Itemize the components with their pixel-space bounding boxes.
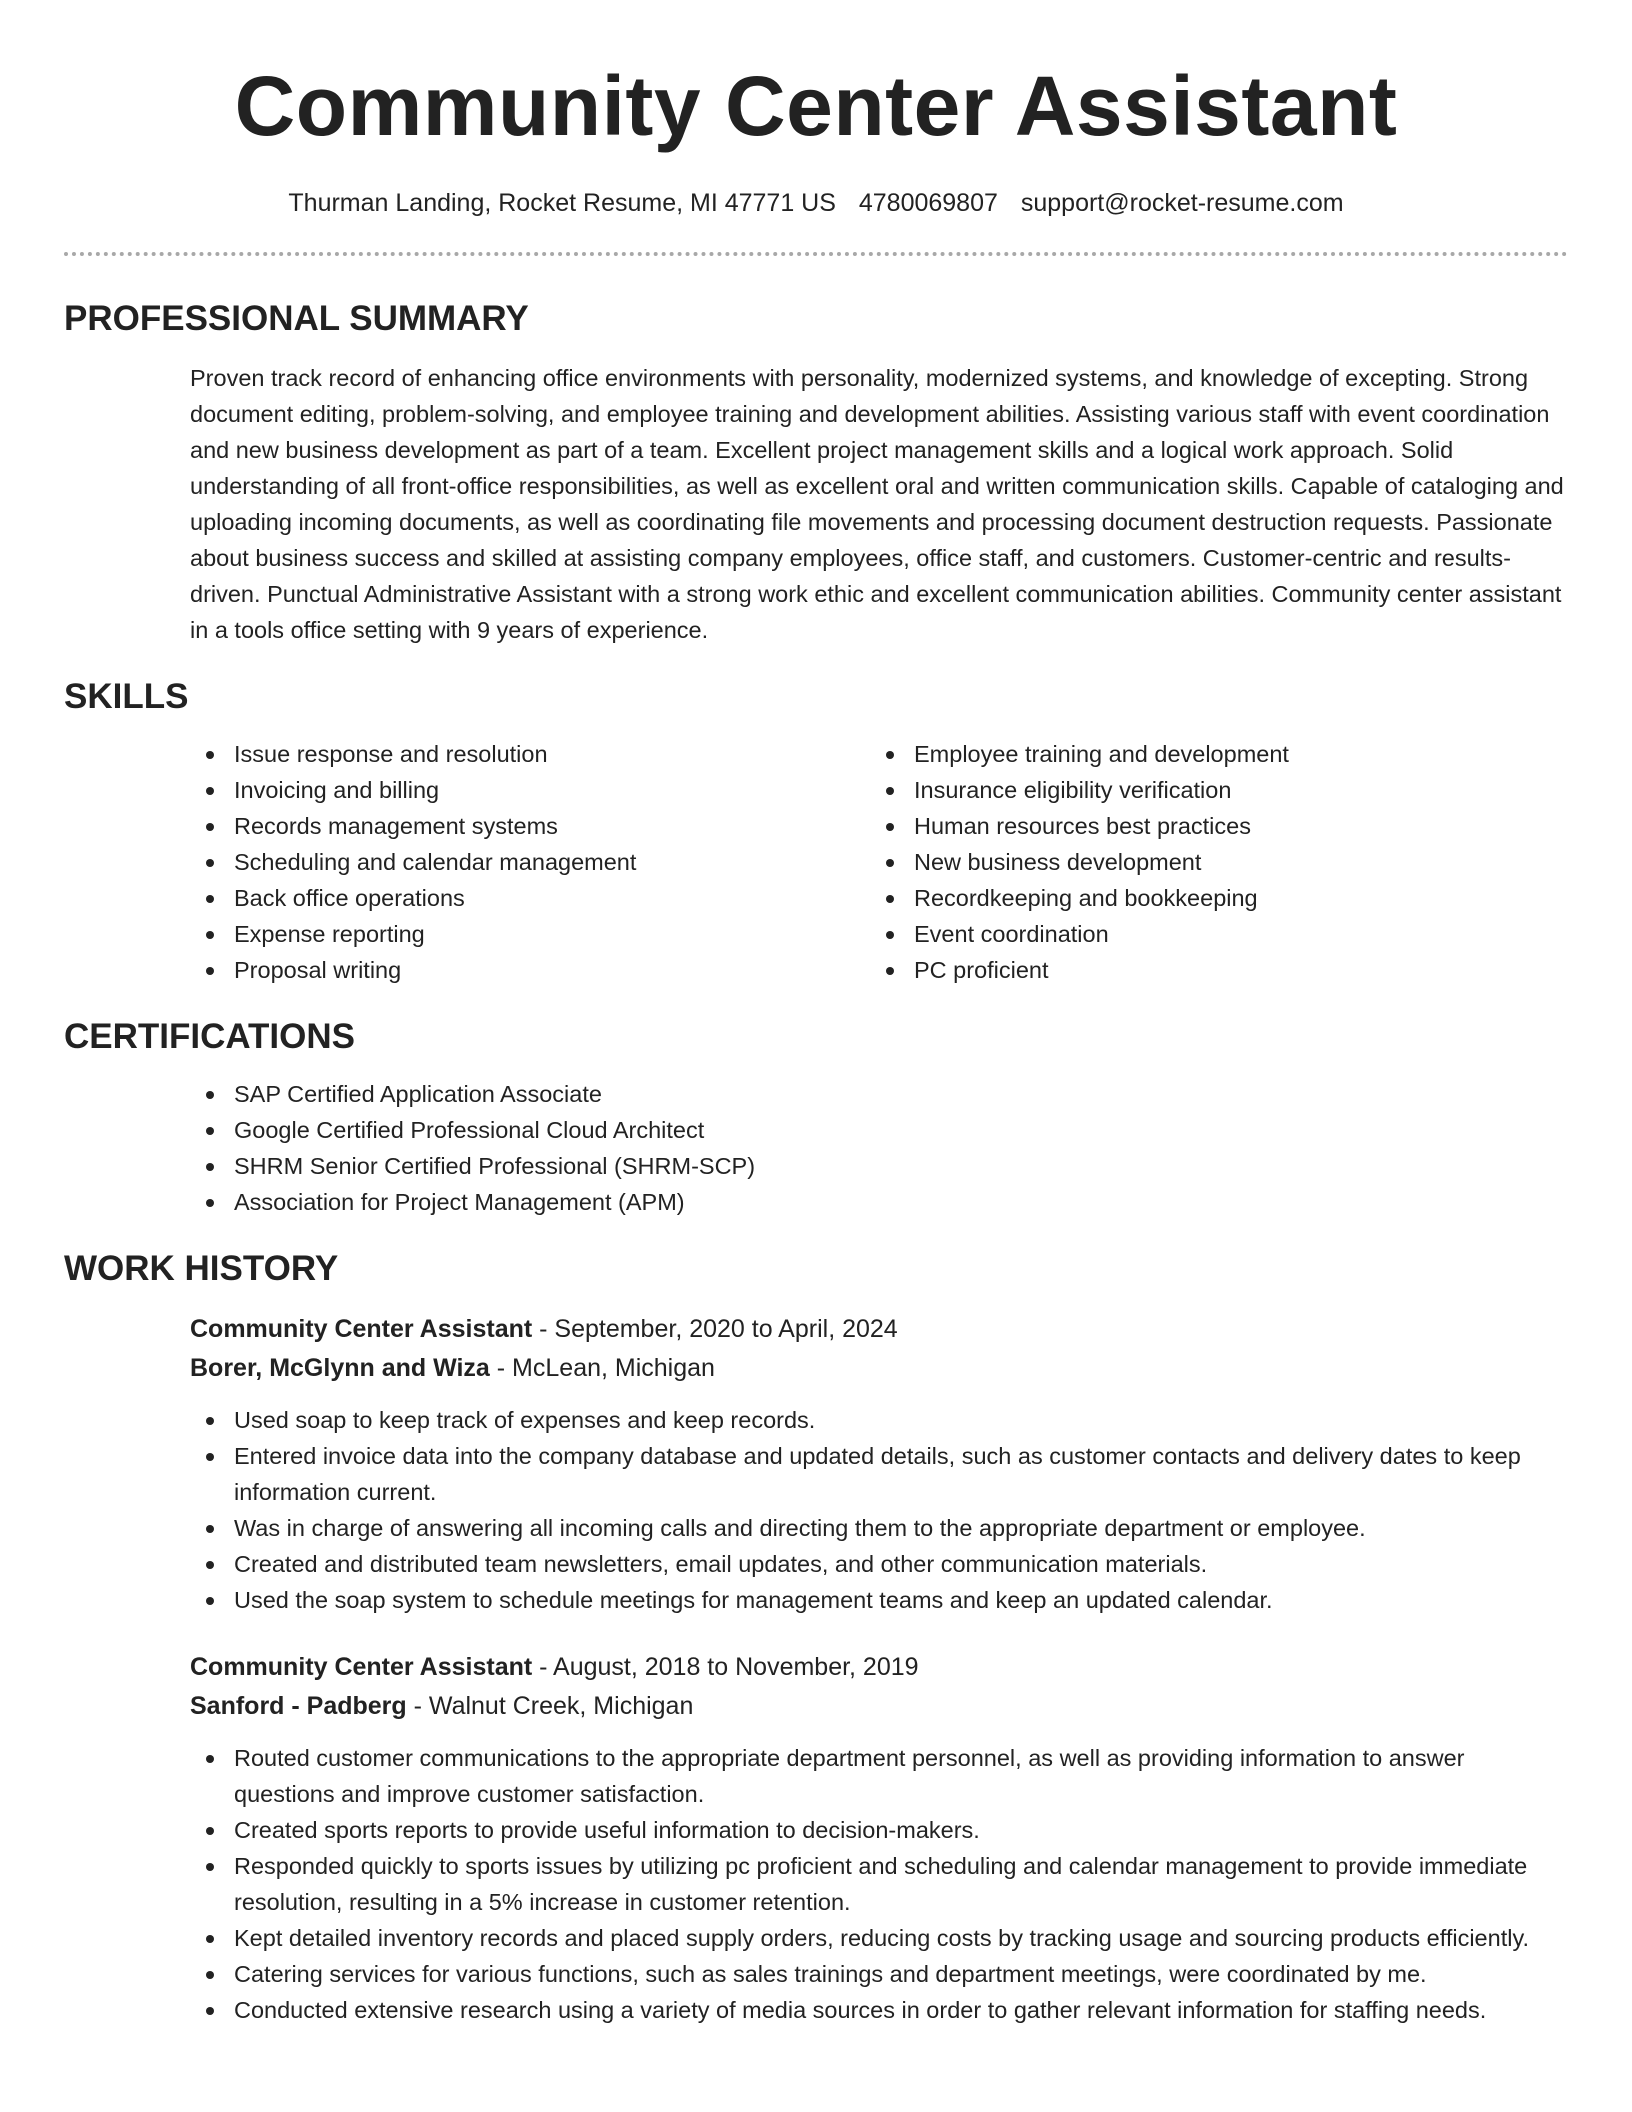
skills-section bbox=[64, 676, 1568, 988]
job-duties-list bbox=[190, 1740, 1568, 2028]
work-history-heading: WORK HISTORY bbox=[64, 1249, 339, 1288]
job-company-line bbox=[190, 1687, 1568, 1726]
skills-column-right bbox=[870, 736, 1550, 988]
job-entry bbox=[190, 1310, 1568, 1618]
certification-item: Google Certified Professional Cloud Architect bbox=[190, 1112, 1568, 1148]
resume-page bbox=[64, 0, 1568, 2028]
job-title-line bbox=[190, 1648, 1568, 1687]
job-duty: Used soap to keep track of expenses and keep records. bbox=[190, 1402, 1568, 1438]
job-duty: Responded quickly to sports issues by utilizing pc proficient and scheduling and calendar management to provide immediate resolution, resulting in a 5% increase in customer retention. bbox=[190, 1848, 1568, 1920]
certification-item: Association for Project Management (APM) bbox=[190, 1184, 1568, 1220]
skills-heading: SKILLS bbox=[64, 677, 189, 716]
job-duty: Used the soap system to schedule meetings for management teams and keep an updated calendar. bbox=[190, 1582, 1568, 1618]
skill-item: PC proficient bbox=[870, 952, 1550, 988]
job-company-line bbox=[190, 1349, 1568, 1388]
job-duty: Kept detailed inventory records and placed supply orders, reducing costs by tracking usage and sourcing products efficiently. bbox=[190, 1920, 1568, 1956]
job-duties-list bbox=[190, 1402, 1568, 1618]
certifications-list bbox=[190, 1076, 1568, 1220]
contact-phone: 4780069807 bbox=[858, 189, 998, 217]
job-location: - Walnut Creek, Michigan bbox=[406, 1692, 694, 1720]
contact-address: Thurman Landing, Rocket Resume, MI 47771 US bbox=[288, 189, 836, 217]
summary-heading: PROFESSIONAL SUMMARY bbox=[64, 299, 529, 338]
job-duty: Catering services for various functions, such as sales trainings and department meetings, were coordinated by me. bbox=[190, 1956, 1568, 1992]
contact-line bbox=[64, 186, 1568, 220]
job-dates: - September, 2020 to April, 2024 bbox=[532, 1315, 898, 1343]
job-duty: Was in charge of answering all incoming calls and directing them to the appropriate department or employee. bbox=[190, 1510, 1568, 1546]
skill-item: Insurance eligibility verification bbox=[870, 772, 1550, 808]
summary-section bbox=[64, 298, 1568, 648]
job-location: - McLean, Michigan bbox=[489, 1354, 715, 1382]
skills-grid bbox=[190, 736, 1568, 988]
job-role: Community Center Assistant bbox=[190, 1315, 533, 1343]
skill-item: Proposal writing bbox=[190, 952, 870, 988]
skills-column-left bbox=[190, 736, 870, 988]
contact-email: support@rocket-resume.com bbox=[1020, 189, 1344, 217]
job-dates: - August, 2018 to November, 2019 bbox=[532, 1653, 919, 1681]
skill-item: Recordkeeping and bookkeeping bbox=[870, 880, 1550, 916]
work-history-section bbox=[64, 1248, 1568, 2028]
skills-list-right bbox=[870, 736, 1550, 988]
job-company: Sanford - Padberg bbox=[190, 1692, 407, 1720]
skills-list-left bbox=[190, 736, 870, 988]
candidate-name: Community Center Assistant bbox=[234, 59, 1398, 153]
certifications-section bbox=[64, 1016, 1568, 1220]
job-role: Community Center Assistant bbox=[190, 1653, 533, 1681]
skill-item: Scheduling and calendar management bbox=[190, 844, 870, 880]
skill-item: Human resources best practices bbox=[870, 808, 1550, 844]
summary-text: Proven track record of enhancing office environments with personality, modernized systems, and knowledge of excepting. Strong document editing, problem-solving, and employee training and development abilities. Assisting various staff with event coordination and new business development as part of a team. Excellent project management skills and a logical work approach. Solid understanding of all front-office responsibilities, as well as excellent oral and written communication skills. Capable of cataloging and uploading incoming documents, as well as coordinating file movements and processing document destruction requests. Passionate about business success and skilled at assisting company employees, office staff, and customers. Customer-centric and results-driven. Punctual Administrative Assistant with a strong work ethic and excellent communication abilities. Community center assistant in a tools office setting with 9 years of experience. bbox=[190, 365, 1564, 643]
certification-item: SAP Certified Application Associate bbox=[190, 1076, 1568, 1112]
job-duty: Conducted extensive research using a variety of media sources in order to gather relevant information for staffing needs. bbox=[190, 1992, 1568, 2028]
job-duty: Created and distributed team newsletters, email updates, and other communication materials. bbox=[190, 1546, 1568, 1582]
job-duty: Routed customer communications to the appropriate department personnel, as well as providing information to answer questions and improve customer satisfaction. bbox=[190, 1740, 1568, 1812]
job-title-line bbox=[190, 1310, 1568, 1349]
skill-item: Issue response and resolution bbox=[190, 736, 870, 772]
skill-item: Invoicing and billing bbox=[190, 772, 870, 808]
job-company: Borer, McGlynn and Wiza bbox=[190, 1354, 490, 1382]
skill-item: Back office operations bbox=[190, 880, 870, 916]
certifications-heading: CERTIFICATIONS bbox=[64, 1017, 356, 1056]
skill-item: Expense reporting bbox=[190, 916, 870, 952]
header-divider bbox=[64, 252, 1568, 256]
skill-item: New business development bbox=[870, 844, 1550, 880]
skill-item: Records management systems bbox=[190, 808, 870, 844]
job-duty: Entered invoice data into the company database and updated details, such as customer contacts and delivery dates to keep information current. bbox=[190, 1438, 1568, 1510]
job-entry bbox=[190, 1648, 1568, 2028]
skill-item: Employee training and development bbox=[870, 736, 1550, 772]
certification-item: SHRM Senior Certified Professional (SHRM-SCP) bbox=[190, 1148, 1568, 1184]
skill-item: Event coordination bbox=[870, 916, 1550, 952]
job-duty: Created sports reports to provide useful information to decision-makers. bbox=[190, 1812, 1568, 1848]
